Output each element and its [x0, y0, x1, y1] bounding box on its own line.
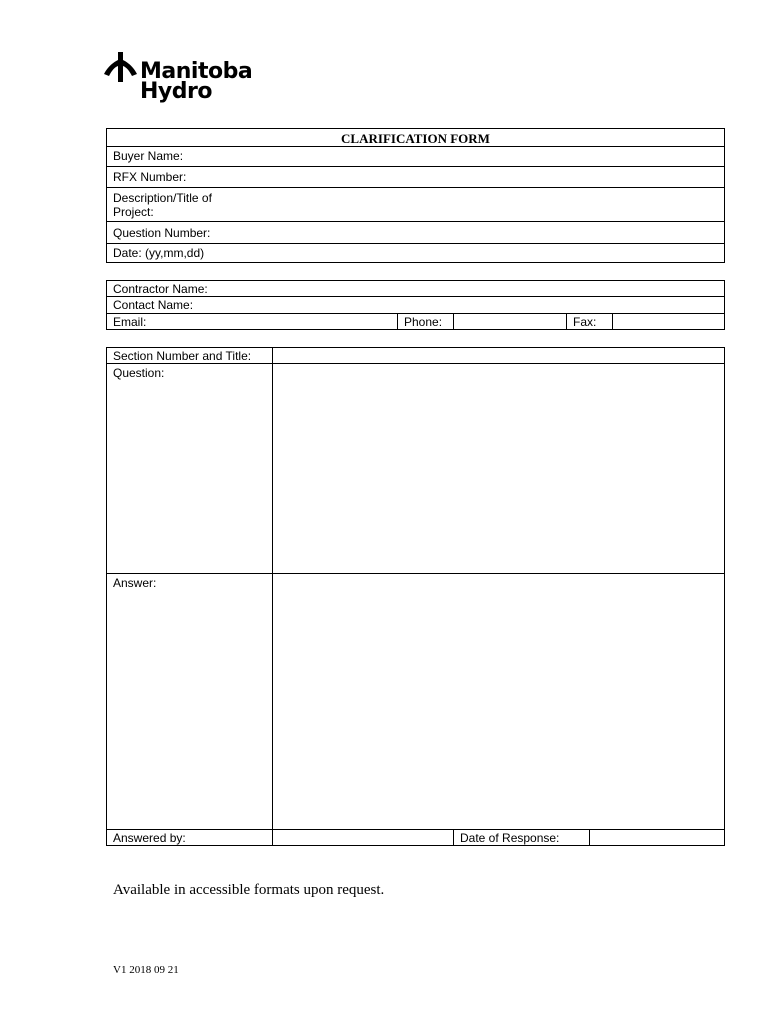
contact-name-label: Contact Name:	[113, 298, 194, 312]
contact-name-field[interactable]	[227, 297, 724, 313]
email-label: Email:	[113, 315, 147, 329]
question-number-label: Question Number:	[113, 226, 211, 240]
date-label: Date: (yy,mm,dd)	[113, 246, 205, 260]
contractor-name-field[interactable]	[227, 281, 724, 296]
logo-line-2: Hydro	[140, 79, 212, 104]
version-label: V1 2018 09 21	[113, 964, 179, 976]
rfx-row	[107, 167, 724, 188]
answered-by-label: Answered by:	[113, 831, 186, 845]
question-answer-table	[106, 347, 725, 846]
description-row	[107, 188, 724, 222]
title-row	[107, 129, 724, 147]
answer-field[interactable]	[273, 574, 724, 829]
logo-line-1: Manitoba	[140, 59, 253, 84]
section-number-title-label: Section Number and Title:	[113, 349, 252, 363]
contact-name-row	[107, 297, 724, 313]
date-field[interactable]	[227, 244, 724, 262]
email-field[interactable]	[167, 313, 397, 329]
phone-label: Phone:	[404, 315, 443, 329]
email-row	[107, 313, 724, 329]
manitoba-hydro-logo-icon	[102, 52, 142, 82]
buyer-row	[107, 147, 724, 167]
date-of-response-field[interactable]	[590, 830, 724, 845]
answered-by-field[interactable]	[273, 830, 453, 845]
answer-label: Answer:	[113, 576, 157, 590]
buyer-name-label: Buyer Name:	[113, 149, 184, 163]
date-of-response-label: Date of Response:	[460, 831, 560, 845]
form-title: CLARIFICATION FORM	[341, 131, 490, 146]
question-label: Question:	[113, 366, 165, 380]
answered-by-row	[107, 830, 724, 845]
contractor-name-row	[107, 281, 724, 297]
rfx-number-field[interactable]	[227, 167, 724, 187]
rfx-number-label: RFX Number:	[113, 170, 187, 184]
manitoba-hydro-logo	[102, 50, 262, 106]
question-number-field[interactable]	[227, 222, 724, 243]
description-field[interactable]	[227, 188, 724, 221]
phone-field[interactable]	[454, 313, 566, 329]
section-number-title-field[interactable]	[273, 348, 724, 363]
contractor-name-label: Contractor Name:	[113, 282, 208, 296]
description-label-line-1: Description/Title of	[113, 191, 212, 205]
fax-label: Fax:	[573, 315, 597, 329]
description-label-line-2: Project:	[113, 205, 154, 219]
buyer-name-field[interactable]	[227, 147, 724, 166]
date-row	[107, 244, 724, 262]
section-row	[107, 348, 724, 364]
question-field[interactable]	[273, 364, 724, 573]
fax-field[interactable]	[613, 313, 724, 329]
question-number-row	[107, 222, 724, 244]
contractor-info-table	[106, 280, 725, 330]
answer-row	[107, 574, 724, 830]
question-row	[107, 364, 724, 574]
clarification-info-table	[106, 128, 725, 263]
accessible-formats-note: Available in accessible formats upon request.	[113, 882, 385, 898]
